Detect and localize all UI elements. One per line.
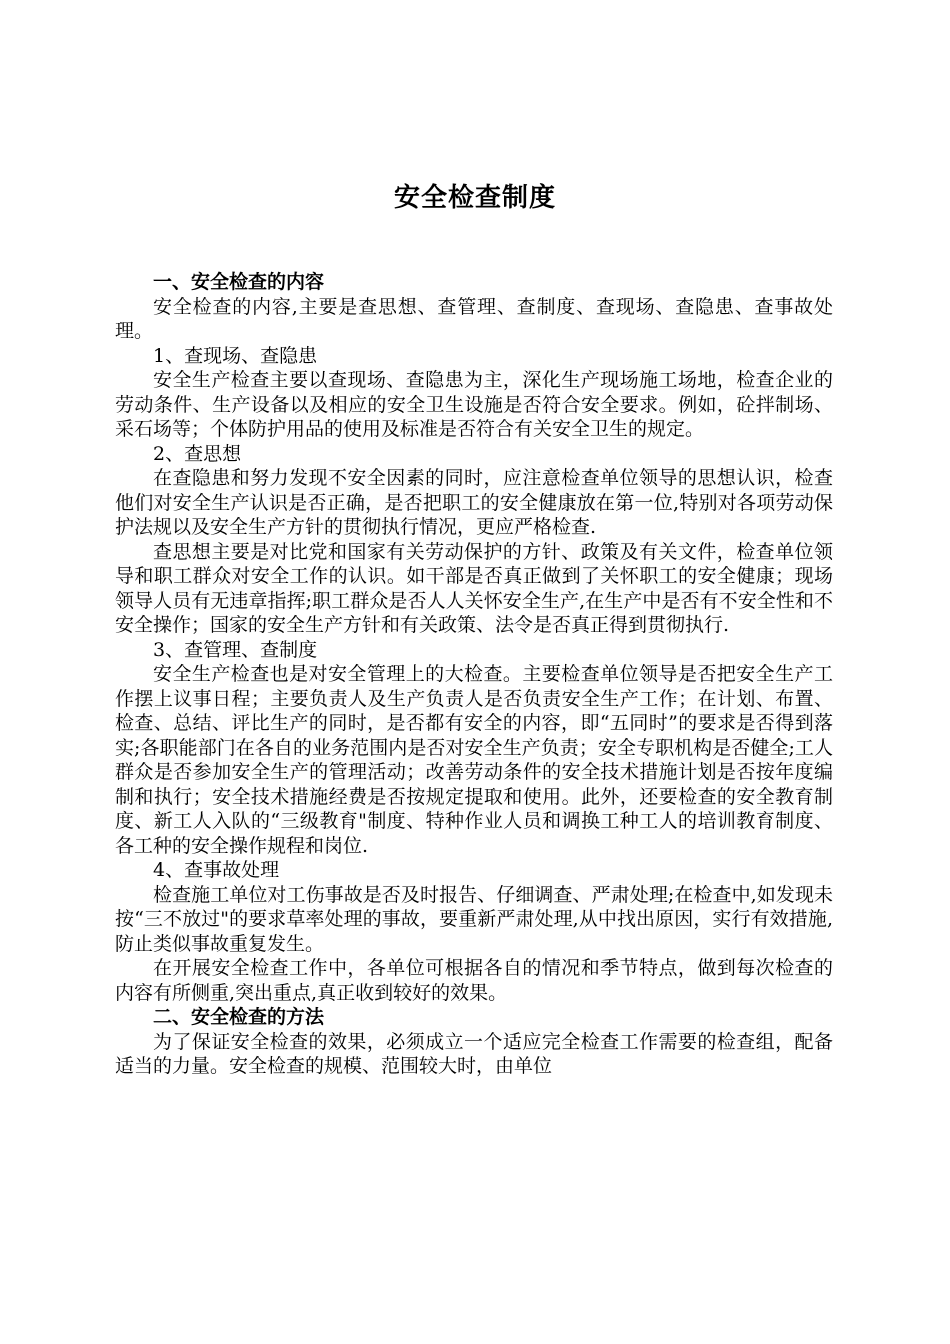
paragraph: 查思想主要是对比党和国家有关劳动保护的方针、政策及有关文件，检查单位领导和职工群众对安全工作的认识。如干部是否真正做到了关怀职工的安全健康；现场领导人员有无违章指挥;职工群众是否人人关怀安全生产,在生产中是否有不安全性和不安全操作；国家的安全生产方针和有关政策、法令是否真正得到贯彻执行. bbox=[115, 540, 833, 636]
paragraph: 安全生产检查主要以查现场、查隐患为主，深化生产现场施工场地，检查企业的劳动条件、生产设备以及相应的安全卫生设施是否符合安全要求。例如，砼拌制场、采石场等；个体防护用品的使用及标准是否符合有关安全卫生的规定。 bbox=[115, 369, 833, 440]
subsection-heading: 2、查思想 bbox=[153, 442, 242, 465]
paragraph: 安全生产检查也是对安全管理上的大检查。主要检查单位领导是否把安全生产工作摆上议事日程；主要负责人及生产负责人是否负责安全生产工作；在计划、布置、检查、总结、评比生产的同时，是否都有安全的内容，即“五同时”的要求是否得到落实;各职能部门在各自的业务范围内是否对安全生产负责；安全专职机构是否健全;工人群众是否参加安全生产的管理活动；改善劳动条件的安全技术措施计划是否按年度编制和执行；安全技术措施经费是否按规定提取和使用。此外，还要检查的安全教育制度、新工人入队的“三级教育"制度、特种作业人员和调换工种工人的培训教育制度、各工种的安全操作规程和岗位. bbox=[115, 663, 833, 857]
subsection-heading: 3、查管理、查制度 bbox=[153, 638, 318, 661]
paragraph: 在查隐患和努力发现不安全因素的同时，应注意检查单位领导的思想认识，检查他们对安全生产认识是否正确，是否把职工的安全健康放在第一位,特别对各项劳动保护法规以及安全生产方针的贯彻执行情况，更应严格检查. bbox=[115, 467, 833, 538]
paragraph: 在开展安全检查工作中，各单位可根据各自的情况和季节特点，做到每次检查的内容有所侧重,突出重点,真正收到较好的效果。 bbox=[115, 957, 833, 1004]
paragraph: 检查施工单位对工伤事故是否及时报告、仔细调查、严肃处理;在检查中,如发现未按“三不放过"的要求草率处理的事故，要重新严肃处理,从中找出原因，实行有效措施,防止类似事故重复发生。 bbox=[115, 883, 833, 955]
subsection-heading: 1、查现场、查隐患 bbox=[153, 344, 318, 367]
section-heading: 二、安全检查的方法 bbox=[153, 1006, 325, 1028]
paragraph: 安全检查的内容,主要是查思想、查管理、查制度、查现场、查隐患、查事故处理。 bbox=[115, 295, 833, 342]
subsection-heading: 4、查事故处理 bbox=[153, 859, 280, 881]
document-body bbox=[115, 270, 833, 1079]
document-title: 安全检查制度 bbox=[393, 183, 556, 213]
section-heading: 一、安全检查的内容 bbox=[153, 271, 325, 293]
paragraph: 为了保证安全检查的效果，必须成立一个适应完全检查工作需要的检查组，配备适当的力量。安全检查的规模、范围较大时，由单位 bbox=[115, 1030, 833, 1077]
